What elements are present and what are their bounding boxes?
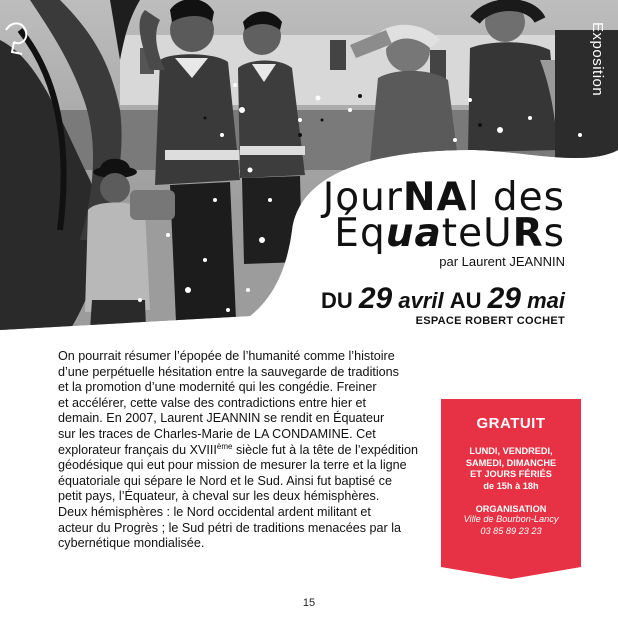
title-segment: R xyxy=(512,211,544,256)
body-line: cybernétique mondialisée. xyxy=(58,536,205,551)
body-line: On pourrait résumer l’épopée de l’humanité comme l’histoire xyxy=(58,349,395,363)
body-line: et la promotion d’une modernité qui les congédie. Freiner xyxy=(58,380,377,395)
opening-days xyxy=(441,446,581,492)
title-segment: teU xyxy=(441,211,513,256)
body-line: demain. En 2007, Laurent JEANNIN se rendit en Équateur xyxy=(58,411,385,426)
title-segment: NA xyxy=(402,175,468,220)
title-segment: É xyxy=(334,211,360,256)
body-line: petit pays, l’Équateur, à cheval sur les deux hémisphères. xyxy=(58,489,380,504)
info-box xyxy=(441,399,581,579)
title-segment: Jo xyxy=(322,175,361,220)
article-body xyxy=(58,349,433,552)
title-segment: u xyxy=(360,175,386,220)
end-month: mai xyxy=(520,288,565,313)
organisation-name: Ville de Bourbon-Lancy xyxy=(463,514,559,524)
superscript: ème xyxy=(216,441,233,451)
venue: ESPACE ROBERT COCHET xyxy=(415,315,565,327)
page-number: 15 xyxy=(302,597,316,609)
body-line: Deux hémisphères : le Nord occidental ardent militant et xyxy=(58,504,371,519)
exhibition-dates xyxy=(0,282,565,316)
start-month: avril xyxy=(392,288,450,313)
opening-hours: de 15h à 18h xyxy=(483,480,539,491)
body-line: et accélérer, cette valse des contradictions entre hier et xyxy=(58,395,367,410)
section-label: Exposition xyxy=(589,22,606,97)
organisation-heading: ORGANISATION xyxy=(475,504,547,514)
start-day: 29 xyxy=(358,282,393,315)
opening-days-line: LUNDI, VENDREDI, xyxy=(469,446,553,456)
opening-days-line: ET JOURS FÉRIÉS xyxy=(470,469,552,479)
phone-number: 03 85 89 23 23 xyxy=(480,525,542,536)
dates-au: AU xyxy=(449,288,488,313)
dates-du: DU xyxy=(320,288,359,313)
body-line: d’une perpétuelle hésitation entre la sauvegarde de traditions xyxy=(58,364,399,379)
opening-days-line: SAMEDI, DIMANCHE xyxy=(465,457,557,468)
title-segment: s xyxy=(543,211,565,256)
title-segment: l des xyxy=(467,175,565,220)
body-line: explorateur français du XVIIIème siècle fut à la tête de l’expédition xyxy=(58,441,418,457)
title-segment: r xyxy=(385,175,403,220)
body-line: géodésique qui eut pour mission de mesurer la terre et la ligne xyxy=(58,458,407,473)
title-line-2 xyxy=(0,212,565,256)
body-line: sur les traces de Charles-Marie de LA CONDAMINE. Cet xyxy=(58,426,376,441)
body-line: équatoriale qui sépare le Nord et le Sud. Ainsi fut baptisé ce xyxy=(58,473,392,488)
title-segment: q xyxy=(359,211,386,256)
body-line: acteur du Progrès ; le Sud pétri de traditions menacées par la xyxy=(58,520,402,535)
byline: par Laurent JEANNIN xyxy=(439,254,565,269)
price-label: GRATUIT xyxy=(476,415,546,432)
title-segment: ua xyxy=(385,211,442,256)
end-day: 29 xyxy=(487,282,521,315)
